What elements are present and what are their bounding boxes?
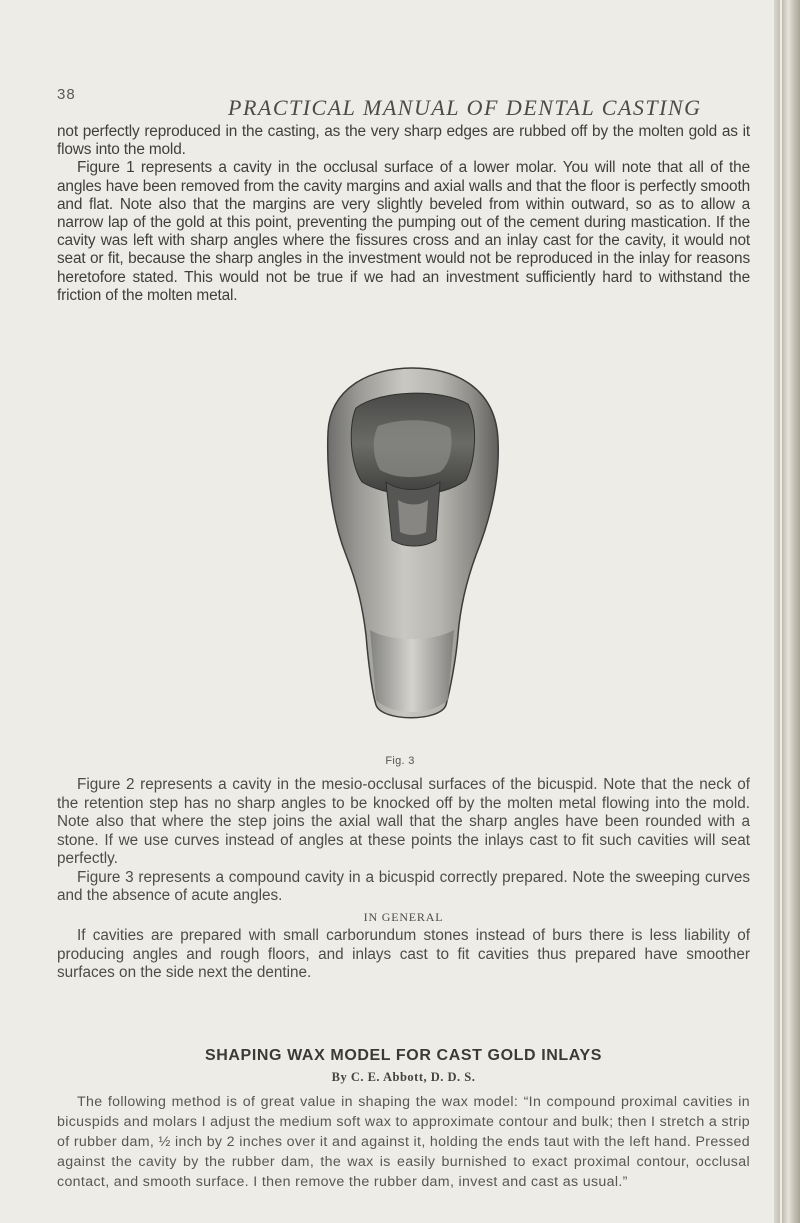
subheading-in-general: IN GENERAL: [363, 909, 444, 924]
article-byline: By C. E. Abbott, D. D. S.: [331, 1070, 476, 1084]
middle-text-block: [57, 776, 750, 983]
paragraph-wax-model: The following method is of great value in shaping the wax model: “In compound proximal cavities in bicuspids and molars I adjust the medium soft wax to approximate contour and bulk; then I stretch a strip of rubber dam, ½ inch by 2 inches over it and against it, holding the ends taut with the left hand. Pressed against the cavity by the rubber dam, the wax is easily burnished to exact proximal contour, occlusal contact, and smooth surface. I then remove the rubber dam, invest and cast as usual.”: [57, 1094, 750, 1190]
page-edge: [774, 0, 800, 1223]
running-head: PRACTICAL MANUAL OF DENTAL CASTING: [228, 95, 702, 120]
paragraph-in-general: If cavities are prepared with small carborundum stones instead of burs there is less liability of producing angles and rough floors, and inlays cast to fit cavities thus prepared have smoother surfaces on the side next the dentine.: [57, 927, 750, 981]
paragraph-figure-3: Figure 3 represents a compound cavity in a bicuspid correctly prepared. Note the sweeping curves and the absence of acute angles.: [57, 868, 750, 904]
paragraph-continued: not perfectly reproduced in the casting, as the very sharp edges are rubbed off by the molten gold as it flows into the mold.: [57, 123, 750, 159]
top-text-block: [57, 123, 750, 305]
figure-3-illustration: [300, 360, 520, 745]
page-number: 38: [57, 86, 76, 103]
paragraph-figure-2: Figure 2 represents a cavity in the mesio-occlusal surfaces of the bicuspid. Note that the neck of the retention step has no sharp angles to be knocked off by the molten metal flowing into the mold. Note also that where the step joins the axial wall that the sharp angles have been rounded with a stone. If we use curves instead of angles at these points the inlays cast to fit such cavities will seat perfectly.: [57, 776, 750, 867]
article-text-block: [57, 1092, 750, 1192]
figure-caption: Fig. 3: [385, 755, 415, 767]
paragraph-figure-1: Figure 1 represents a cavity in the occlusal surface of a lower molar. You will note that all of the angles have been removed from the cavity margins and axial walls and that the floor is perfectly smooth and flat. Note also that the margins are very slightly beveled from within outward, so as to allow a narrow lap of the gold at this point, preventing the pumping out of the cement during mastication. If the cavity was left with sharp angles where the fissures cross and an inlay cast for the cavity, it would not seat or fit, because the sharp angles in the investment would not be reproduced in the inlay for reasons heretofore stated. This would not be true if we had an investment sufficiently hard to withstand the friction of the molten metal.: [57, 159, 750, 304]
article-title: SHAPING WAX MODEL FOR CAST GOLD INLAYS: [204, 1047, 603, 1064]
bicuspid-cavity-drawing: [300, 360, 520, 745]
